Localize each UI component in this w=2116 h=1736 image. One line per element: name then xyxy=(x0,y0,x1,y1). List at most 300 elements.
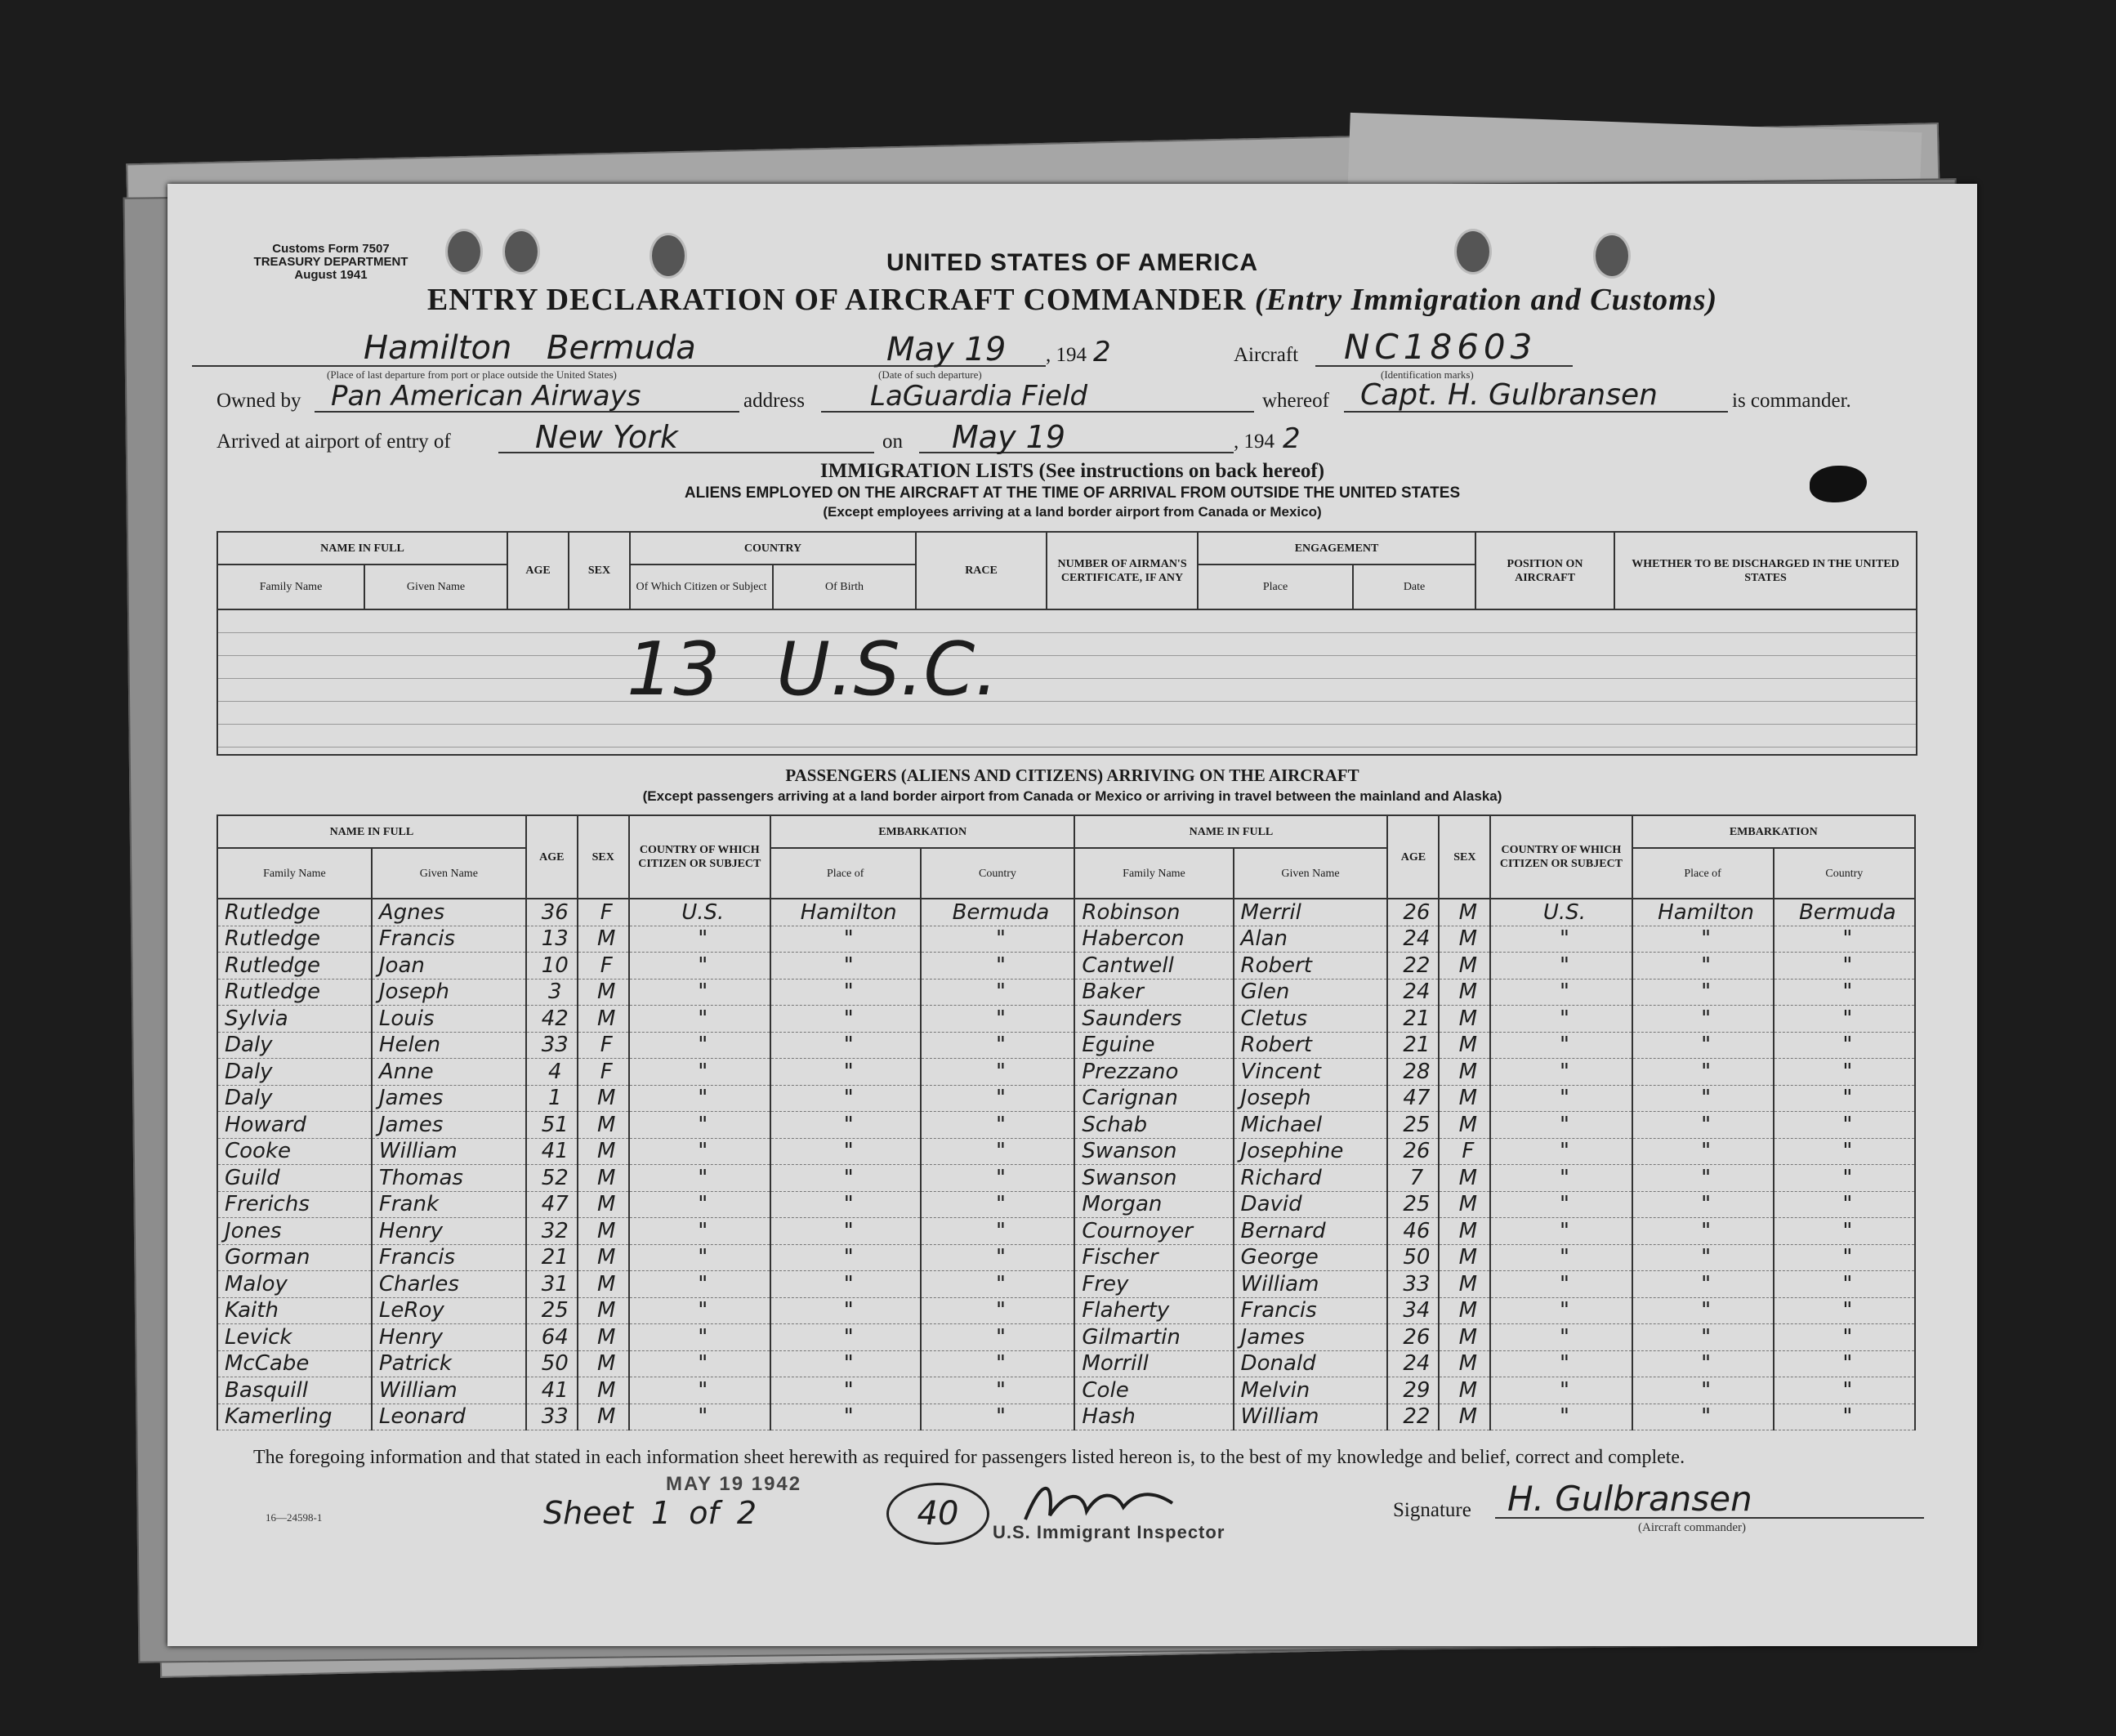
passenger-given: Joan xyxy=(378,953,425,978)
circled-number: 40 xyxy=(886,1483,989,1545)
passenger-age: 24 xyxy=(1403,1351,1431,1377)
passenger-age: 34 xyxy=(1403,1298,1431,1323)
passenger-country: " xyxy=(995,1086,1006,1111)
form-sheet xyxy=(167,184,1977,1646)
cell-left-place xyxy=(770,1324,921,1351)
passenger-age: 31 xyxy=(541,1271,569,1296)
passenger-given: Henry xyxy=(378,1218,443,1243)
table-row xyxy=(217,953,1915,980)
passenger-family: Rutledge xyxy=(225,980,320,1005)
passenger-citizen: " xyxy=(698,1086,708,1111)
form-title xyxy=(167,282,1977,318)
passenger-family: Levick xyxy=(225,1324,292,1350)
cell-right-place xyxy=(1632,899,1774,926)
cell-left-family xyxy=(217,1032,372,1059)
last-departure-caption: (Place of last departure from port or place outside the United States) xyxy=(327,368,617,381)
cell-left-given xyxy=(372,1085,526,1112)
passenger-place: Hamilton xyxy=(1658,899,1755,925)
table-row xyxy=(217,1218,1915,1245)
cell-left-place xyxy=(770,1218,921,1245)
aircraft-label: Aircraft xyxy=(1234,344,1299,366)
crew-col-certificate: NUMBER OF AIRMAN'S CERTIFICATE, IF ANY xyxy=(1047,532,1198,609)
cell-left-citizen xyxy=(629,1218,770,1245)
crew-col-family-name: Family Name xyxy=(217,565,364,609)
cell-left-family xyxy=(217,1244,372,1271)
pax-col-given-name-right: Given Name xyxy=(1234,848,1388,899)
passenger-citizen: " xyxy=(698,926,708,952)
cell-right-sex xyxy=(1439,979,1490,1006)
cell-left-citizen xyxy=(629,926,770,953)
passenger-given: William xyxy=(1240,1271,1319,1296)
cell-right-given xyxy=(1234,1138,1388,1165)
crew-col-sex: SEX xyxy=(569,532,630,609)
cell-right-given xyxy=(1234,1165,1388,1192)
cell-left-place xyxy=(770,1059,921,1086)
cell-right-family xyxy=(1074,1350,1233,1377)
print-code: 16—24598-1 xyxy=(266,1511,323,1524)
aircraft-id-caption: (Identification marks) xyxy=(1381,368,1474,381)
table-row xyxy=(217,1377,1915,1404)
cell-right-country xyxy=(1774,1032,1915,1059)
passenger-sex: M xyxy=(1458,1377,1478,1403)
passenger-given: William xyxy=(378,1139,458,1164)
cell-left-sex xyxy=(578,1218,629,1245)
cell-right-place xyxy=(1632,1006,1774,1033)
passenger-place: " xyxy=(843,1059,854,1084)
passenger-citizen: " xyxy=(698,1271,708,1296)
whereof-label: whereof xyxy=(1262,390,1329,412)
cell-left-country xyxy=(921,979,1075,1006)
inspector-stamp: U.S. Immigrant Inspector xyxy=(993,1522,1225,1542)
cell-right-age xyxy=(1387,1271,1439,1298)
crew-col-age: AGE xyxy=(507,532,569,609)
passenger-sex: M xyxy=(1458,899,1478,925)
cell-left-country xyxy=(921,953,1075,980)
arrival-airport-value: New York xyxy=(535,419,678,455)
passenger-country: " xyxy=(1842,1086,1853,1111)
passenger-place: " xyxy=(843,1404,854,1430)
passenger-age: 24 xyxy=(1403,926,1431,952)
passenger-sex: M xyxy=(597,1351,616,1377)
passenger-given: Thomas xyxy=(378,1165,463,1190)
cell-left-place xyxy=(770,1271,921,1298)
cell-left-place xyxy=(770,1244,921,1271)
cell-right-citizen xyxy=(1490,1059,1632,1086)
cell-left-family xyxy=(217,1138,372,1165)
passenger-family: Swanson xyxy=(1082,1165,1177,1190)
cell-left-country xyxy=(921,926,1075,953)
passengers-subtitle: (Except passengers arriving at a land border airport from Canada or Mexico or arriving in travel between the mainland and Alaska) xyxy=(642,788,1502,804)
cell-right-place xyxy=(1632,1085,1774,1112)
passenger-sex: M xyxy=(1458,1271,1478,1296)
passenger-citizen: " xyxy=(1559,1059,1569,1084)
passenger-sex: M xyxy=(1458,1351,1478,1377)
cell-left-place xyxy=(770,1112,921,1139)
passenger-country: " xyxy=(1842,1192,1853,1217)
cell-left-sex xyxy=(578,899,629,926)
passenger-sex: M xyxy=(1458,1298,1478,1323)
cell-right-given xyxy=(1234,1271,1388,1298)
pax-col-age: AGE xyxy=(526,815,578,899)
passenger-age: 21 xyxy=(541,1245,569,1270)
cell-left-country xyxy=(921,899,1075,926)
pax-col-embarkation: EMBARKATION xyxy=(770,815,1075,848)
cell-left-age xyxy=(526,1244,578,1271)
passenger-citizen: " xyxy=(698,1298,708,1323)
cell-left-given xyxy=(372,1112,526,1139)
cell-right-age xyxy=(1387,1085,1439,1112)
passenger-given: Frank xyxy=(378,1192,440,1217)
cell-right-country xyxy=(1774,1324,1915,1351)
crew-col-date: Date xyxy=(1353,565,1475,609)
cell-left-place xyxy=(770,1350,921,1377)
cell-right-citizen xyxy=(1490,1085,1632,1112)
cell-left-age xyxy=(526,1350,578,1377)
passenger-age: 24 xyxy=(1403,980,1431,1005)
passenger-place: " xyxy=(843,1139,854,1164)
passenger-age: 25 xyxy=(541,1298,569,1323)
passenger-place: " xyxy=(1701,1245,1712,1270)
cell-right-given xyxy=(1234,899,1388,926)
cell-left-family xyxy=(217,953,372,980)
passenger-sex: M xyxy=(1458,926,1478,952)
passenger-age: 21 xyxy=(1403,1006,1431,1031)
passenger-sex: M xyxy=(1458,980,1478,1005)
passenger-country: " xyxy=(995,953,1006,978)
passenger-age: 21 xyxy=(1403,1033,1431,1058)
cell-right-country xyxy=(1774,1191,1915,1218)
passenger-country: " xyxy=(1842,1006,1853,1031)
passenger-age: 3 xyxy=(548,980,562,1005)
passenger-age: 26 xyxy=(1403,1324,1431,1350)
table-row xyxy=(217,1006,1915,1033)
cell-left-citizen xyxy=(629,1191,770,1218)
cell-right-age xyxy=(1387,979,1439,1006)
passenger-citizen: " xyxy=(1559,1165,1569,1190)
cell-left-sex xyxy=(578,1006,629,1033)
passenger-country: " xyxy=(995,1059,1006,1084)
passenger-age: 52 xyxy=(541,1165,569,1190)
passenger-age: 33 xyxy=(541,1033,569,1058)
passenger-family: Cole xyxy=(1082,1377,1129,1403)
cell-left-family xyxy=(217,1218,372,1245)
passenger-family: Rutledge xyxy=(225,926,320,952)
cell-right-family xyxy=(1074,1059,1233,1086)
sheet-number: Sheet 1 of 2 xyxy=(543,1495,757,1531)
passenger-sex: M xyxy=(597,1298,616,1323)
cell-right-age xyxy=(1387,1165,1439,1192)
passenger-citizen: " xyxy=(698,1218,708,1243)
cell-left-family xyxy=(217,1404,372,1430)
cell-left-age xyxy=(526,1377,578,1404)
cell-right-citizen xyxy=(1490,1112,1632,1139)
passenger-citizen: " xyxy=(698,1324,708,1350)
passenger-sex: M xyxy=(1458,1165,1478,1190)
cell-right-country xyxy=(1774,1271,1915,1298)
cell-left-sex xyxy=(578,1324,629,1351)
passenger-citizen: " xyxy=(1559,980,1569,1005)
arrival-year-prefix: , 194 xyxy=(1234,431,1275,453)
passenger-family: Daly xyxy=(225,1033,273,1058)
date-stamp: MAY 19 1942 xyxy=(666,1473,802,1495)
cell-right-sex xyxy=(1439,1350,1490,1377)
cell-right-sex xyxy=(1439,1191,1490,1218)
cell-left-age xyxy=(526,979,578,1006)
passenger-family: Morrill xyxy=(1082,1351,1149,1377)
cell-left-family xyxy=(217,1350,372,1377)
cell-right-given xyxy=(1234,1350,1388,1377)
passenger-place: " xyxy=(843,980,854,1005)
last-departure-value: Hamilton Bermuda xyxy=(364,329,696,367)
passenger-place: " xyxy=(1701,1033,1712,1058)
cell-right-family xyxy=(1074,1244,1233,1271)
passenger-family: Flaherty xyxy=(1082,1298,1170,1323)
passenger-given: Melvin xyxy=(1240,1377,1310,1403)
cell-right-given xyxy=(1234,926,1388,953)
cell-left-family xyxy=(217,1165,372,1192)
pax-col-sex: SEX xyxy=(578,815,629,899)
cell-left-place xyxy=(770,979,921,1006)
aliens-title: ALIENS EMPLOYED ON THE AIRCRAFT AT THE TIME OF ARRIVAL FROM OUTSIDE THE UNITED STATES xyxy=(684,484,1461,502)
cell-left-age xyxy=(526,1085,578,1112)
passenger-sex: M xyxy=(1458,1218,1478,1243)
cell-right-citizen xyxy=(1490,1165,1632,1192)
cell-right-age xyxy=(1387,1377,1439,1404)
cell-left-citizen xyxy=(629,1350,770,1377)
country-heading: UNITED STATES OF AMERICA xyxy=(886,249,1259,276)
passenger-place: " xyxy=(1701,1298,1712,1323)
passenger-sex: M xyxy=(1458,1006,1478,1031)
cell-left-citizen xyxy=(629,1404,770,1430)
cell-right-citizen xyxy=(1490,1297,1632,1324)
pax-col-name-in-full-right: NAME IN FULL xyxy=(1074,815,1387,848)
cell-right-given xyxy=(1234,1006,1388,1033)
passenger-citizen: " xyxy=(1559,1086,1569,1111)
address-label: address xyxy=(743,390,805,412)
pax-col-citizen-right: COUNTRY OF WHICH CITIZEN OR SUBJECT xyxy=(1490,815,1632,899)
passenger-age: 29 xyxy=(1403,1377,1431,1403)
passenger-sex: M xyxy=(597,1112,616,1137)
cell-left-family xyxy=(217,1112,372,1139)
passenger-citizen: " xyxy=(698,953,708,978)
cell-right-family xyxy=(1074,1138,1233,1165)
pax-col-given-name: Given Name xyxy=(372,848,526,899)
passenger-age: 33 xyxy=(541,1404,569,1430)
cell-right-given xyxy=(1234,1032,1388,1059)
passenger-family: Basquill xyxy=(225,1377,308,1403)
passenger-citizen: " xyxy=(698,980,708,1005)
passenger-given: Vincent xyxy=(1240,1059,1321,1084)
passenger-family: Cantwell xyxy=(1082,953,1174,978)
cell-left-citizen xyxy=(629,1271,770,1298)
cell-left-citizen xyxy=(629,1006,770,1033)
cell-right-citizen xyxy=(1490,1350,1632,1377)
passenger-given: Merril xyxy=(1240,899,1301,925)
cell-right-sex xyxy=(1439,1138,1490,1165)
attestation-text: The foregoing information and that stated in each information sheet herewith as required for passengers listed hereon is, to the best of my knowledge and belief, correct and complete. xyxy=(253,1447,1685,1468)
cell-right-family xyxy=(1074,1191,1233,1218)
cell-right-country xyxy=(1774,1244,1915,1271)
cell-left-country xyxy=(921,1059,1075,1086)
pax-col-citizen: COUNTRY OF WHICH CITIZEN OR SUBJECT xyxy=(629,815,770,899)
cell-left-citizen xyxy=(629,953,770,980)
passenger-country: " xyxy=(995,1271,1006,1296)
passenger-country: " xyxy=(1842,1298,1853,1323)
cell-left-country xyxy=(921,1165,1075,1192)
passenger-family: Daly xyxy=(225,1059,273,1084)
passenger-country: " xyxy=(995,1139,1006,1164)
cell-right-country xyxy=(1774,1377,1915,1404)
table-row xyxy=(217,1191,1915,1218)
arrival-date-value: May 19 xyxy=(952,419,1065,455)
passenger-country: " xyxy=(1842,1059,1853,1084)
cell-left-family xyxy=(217,1191,372,1218)
cell-left-family xyxy=(217,1377,372,1404)
passenger-age: 22 xyxy=(1403,1404,1431,1430)
cell-left-given xyxy=(372,1138,526,1165)
cell-right-family xyxy=(1074,1006,1233,1033)
passenger-given: Donald xyxy=(1240,1351,1316,1377)
passenger-country: " xyxy=(1842,1112,1853,1137)
cell-left-citizen xyxy=(629,1032,770,1059)
passenger-place: " xyxy=(1701,926,1712,952)
passenger-given: George xyxy=(1240,1245,1319,1270)
passenger-family: Frey xyxy=(1082,1271,1129,1296)
passenger-sex: F xyxy=(600,1059,613,1084)
cell-left-citizen xyxy=(629,1377,770,1404)
cell-left-place xyxy=(770,1297,921,1324)
cell-left-family xyxy=(217,1324,372,1351)
passenger-given: Joseph xyxy=(1240,1086,1311,1111)
cell-left-family xyxy=(217,1085,372,1112)
cell-right-sex xyxy=(1439,1059,1490,1086)
passenger-given: Patrick xyxy=(378,1351,452,1377)
cell-left-place xyxy=(770,1165,921,1192)
passenger-country: " xyxy=(995,1218,1006,1243)
cell-left-age xyxy=(526,1324,578,1351)
cell-left-given xyxy=(372,926,526,953)
passenger-place: " xyxy=(843,1086,854,1111)
cell-right-given xyxy=(1234,1404,1388,1430)
cell-right-given xyxy=(1234,1218,1388,1245)
cell-right-age xyxy=(1387,1297,1439,1324)
passenger-age: 47 xyxy=(541,1192,569,1217)
passenger-country: " xyxy=(1842,953,1853,978)
passenger-sex: M xyxy=(597,1218,616,1243)
cell-right-citizen xyxy=(1490,926,1632,953)
cell-right-age xyxy=(1387,1218,1439,1245)
cell-right-given xyxy=(1234,953,1388,980)
cell-right-country xyxy=(1774,953,1915,980)
pax-col-sex-right: SEX xyxy=(1439,815,1490,899)
cell-left-sex xyxy=(578,1244,629,1271)
cell-right-given xyxy=(1234,1112,1388,1139)
cell-right-family xyxy=(1074,1377,1233,1404)
passenger-age: 4 xyxy=(548,1059,562,1084)
cell-left-sex xyxy=(578,1112,629,1139)
table-row xyxy=(217,1297,1915,1324)
passenger-family: Cooke xyxy=(225,1139,292,1164)
cell-right-sex xyxy=(1439,1324,1490,1351)
cell-right-given xyxy=(1234,1297,1388,1324)
cell-right-sex xyxy=(1439,1271,1490,1298)
aircraft-id-value: NC18603 xyxy=(1344,327,1538,367)
passenger-family: Robinson xyxy=(1082,899,1181,925)
cell-right-country xyxy=(1774,979,1915,1006)
cell-right-country xyxy=(1774,899,1915,926)
on-label: on xyxy=(882,431,903,453)
passenger-sex: F xyxy=(600,953,613,978)
cell-left-citizen xyxy=(629,979,770,1006)
cell-left-age xyxy=(526,1138,578,1165)
passenger-country: " xyxy=(995,1006,1006,1031)
passenger-place: " xyxy=(843,1271,854,1296)
cell-left-family xyxy=(217,1271,372,1298)
table-row xyxy=(217,1085,1915,1112)
passenger-country: " xyxy=(995,926,1006,952)
cell-left-citizen xyxy=(629,1059,770,1086)
cell-left-given xyxy=(372,1006,526,1033)
passenger-given: Anne xyxy=(378,1059,434,1084)
cell-left-place xyxy=(770,1032,921,1059)
crew-col-discharged: WHETHER TO BE DISCHARGED IN THE UNITED STATES xyxy=(1614,532,1917,609)
passenger-place: " xyxy=(1701,1086,1712,1111)
cell-left-citizen xyxy=(629,1085,770,1112)
cell-left-sex xyxy=(578,953,629,980)
cell-right-sex xyxy=(1439,1032,1490,1059)
cell-right-given xyxy=(1234,1377,1388,1404)
passenger-place: " xyxy=(843,1298,854,1323)
passenger-age: 50 xyxy=(1403,1245,1431,1270)
commander-signature: H. Gulbransen xyxy=(1507,1479,1752,1519)
passenger-family: Fischer xyxy=(1082,1245,1158,1270)
passenger-place: " xyxy=(1701,1192,1712,1217)
cell-left-age xyxy=(526,1032,578,1059)
cell-left-family xyxy=(217,1059,372,1086)
passenger-country: " xyxy=(995,1245,1006,1270)
passenger-citizen: " xyxy=(1559,1377,1569,1403)
pax-col-country: Country xyxy=(921,848,1075,899)
cell-left-given xyxy=(372,1059,526,1086)
passenger-place: " xyxy=(1701,980,1712,1005)
cell-left-given xyxy=(372,1032,526,1059)
pax-col-place-of-right: Place of xyxy=(1632,848,1774,899)
passenger-country: " xyxy=(995,1404,1006,1430)
crew-col-race: RACE xyxy=(916,532,1047,609)
cell-right-country xyxy=(1774,1085,1915,1112)
passenger-family: Daly xyxy=(225,1086,273,1111)
passenger-place: " xyxy=(1701,953,1712,978)
passenger-place: " xyxy=(843,1033,854,1058)
table-row xyxy=(217,899,1915,926)
passenger-given: Robert xyxy=(1240,953,1312,978)
cell-left-age xyxy=(526,1165,578,1192)
passenger-citizen: " xyxy=(698,1059,708,1084)
passenger-sex: M xyxy=(597,1245,616,1270)
cell-right-age xyxy=(1387,953,1439,980)
cell-right-place xyxy=(1632,1324,1774,1351)
passenger-place: " xyxy=(843,1245,854,1270)
cell-right-place xyxy=(1632,1032,1774,1059)
passenger-age: 64 xyxy=(541,1324,569,1350)
cell-left-given xyxy=(372,1324,526,1351)
cell-left-country xyxy=(921,1191,1075,1218)
cell-left-sex xyxy=(578,1377,629,1404)
passenger-country: " xyxy=(1842,980,1853,1005)
form-title-main: ENTRY DECLARATION OF AIRCRAFT COMMANDER xyxy=(426,283,1247,317)
cell-left-given xyxy=(372,1350,526,1377)
passenger-family: Swanson xyxy=(1082,1139,1177,1164)
